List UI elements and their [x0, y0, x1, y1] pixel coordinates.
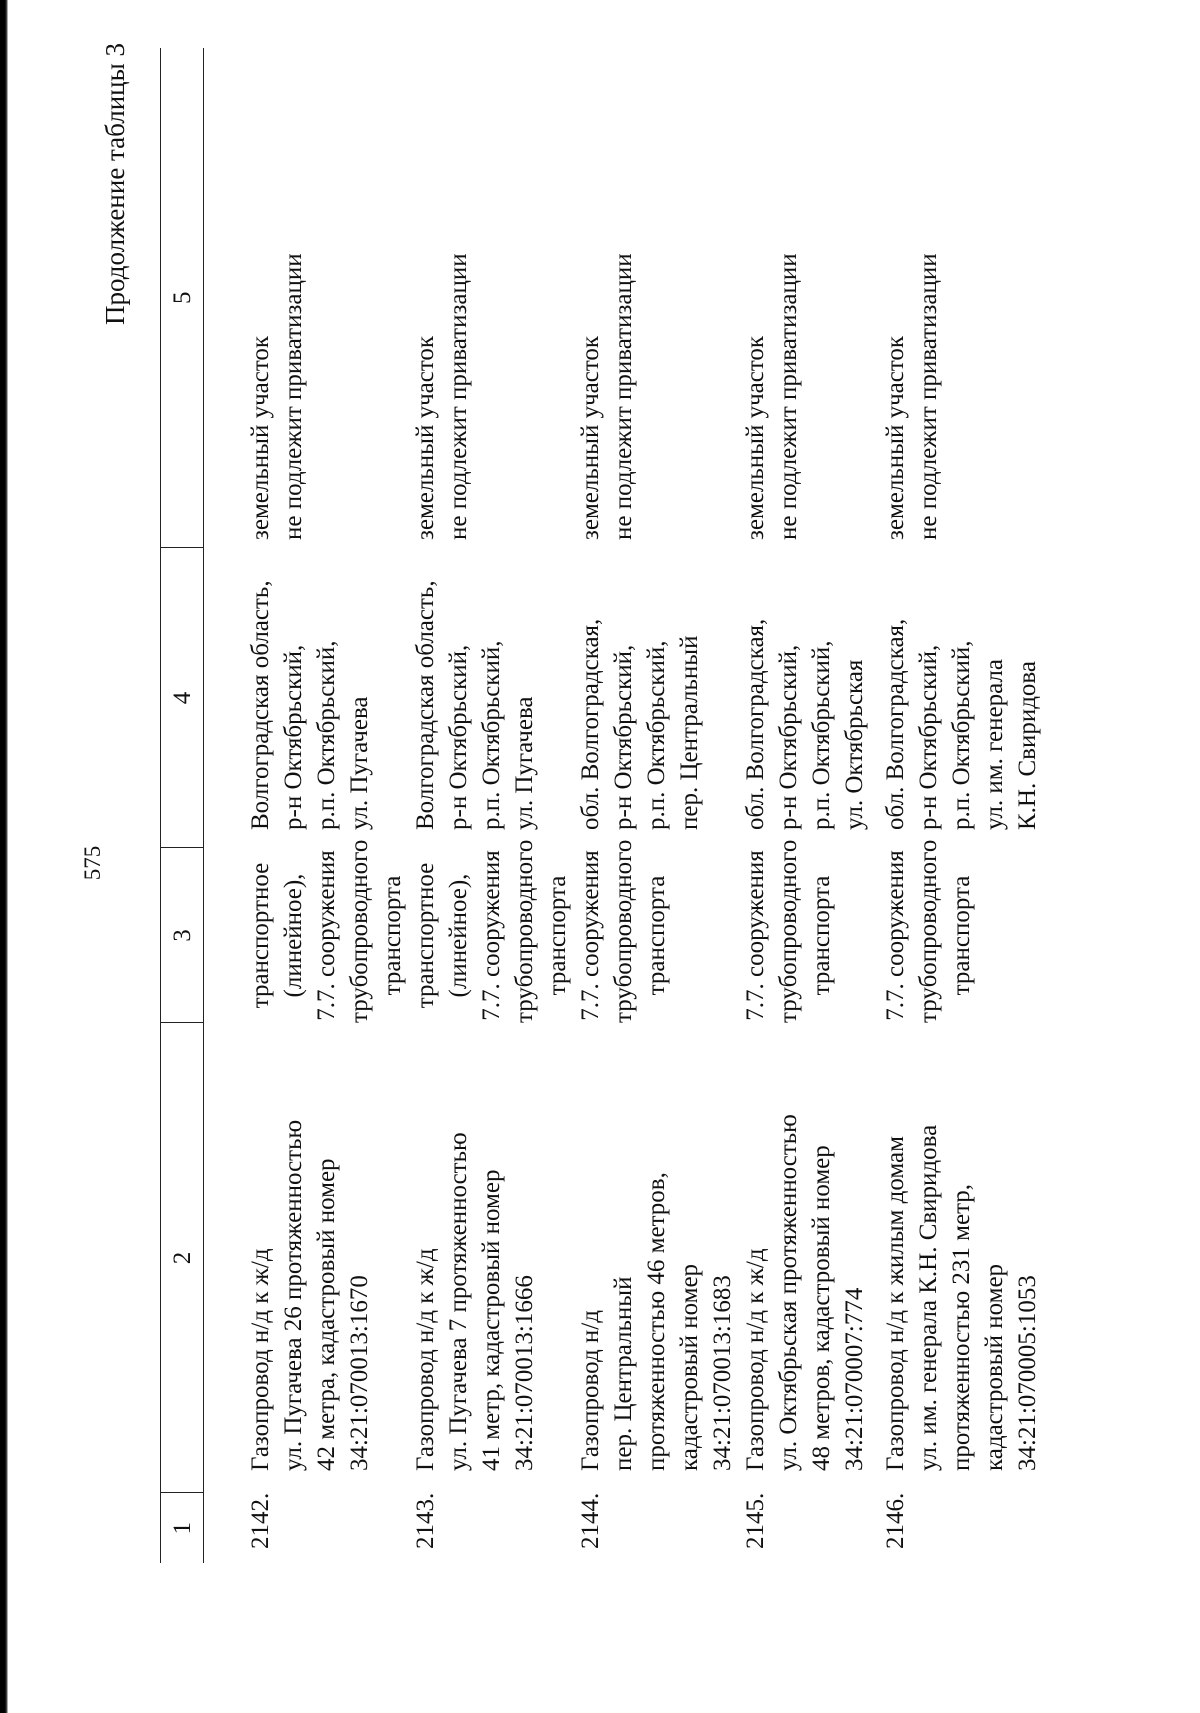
privatization-note-line: земельный участок: [742, 335, 769, 540]
land-purpose-line: трубопроводного: [775, 839, 802, 1023]
column-header-5: 5: [161, 48, 204, 548]
column-header-1: 1: [161, 1493, 204, 1563]
land-purpose-line: (линейное),: [280, 873, 307, 998]
location-address-line: р-н Октябрьский,: [915, 644, 942, 830]
object-description-line: ул. Пугачева 26 протяженностью: [280, 1119, 307, 1471]
location-address-cell: [204, 548, 410, 848]
location-address-line: р-н Октябрьский,: [445, 644, 472, 830]
object-description-line: 41 метр, кадастровый номер: [478, 1169, 505, 1471]
location-address-line: ул. Октябрьская: [841, 659, 868, 830]
column-header-2: 2: [161, 1023, 204, 1493]
location-address-line: Волгоградская область,: [412, 580, 439, 830]
location-address-line: р.п. Октябрьский,: [808, 640, 835, 830]
table-row: [204, 48, 410, 1563]
location-address-cell: [409, 548, 574, 848]
table-row: [574, 48, 739, 1563]
land-purpose-line: трубопроводного: [511, 839, 538, 1023]
object-description-line: протяженностью 46 метров,: [643, 1172, 670, 1471]
object-description-line: протяженностью 231 метр,: [948, 1183, 975, 1471]
privatization-note-line: не подлежит приватизации: [775, 253, 802, 540]
land-purpose-line: 7.7. сооружения: [478, 850, 505, 1021]
object-description-line: ул. Октябрьская протяженностью: [775, 1114, 802, 1471]
land-purpose-line: транспорта: [808, 875, 835, 996]
land-purpose-line: 7.7. сооружения: [882, 850, 909, 1021]
object-description-line: пер. Центральный: [610, 1276, 637, 1471]
table-caption: Продолжение таблицы 3: [100, 43, 130, 325]
land-purpose-line: транспортное: [412, 862, 439, 1009]
land-purpose-line: трубопроводного: [610, 839, 637, 1023]
property-table: [160, 48, 1049, 1563]
location-address-line: ул. Пугачева: [346, 696, 373, 830]
land-purpose-cell: [574, 839, 739, 1023]
privatization-note-line: земельный участок: [412, 335, 439, 540]
land-purpose-cell: [879, 839, 1049, 1023]
location-address-cell: [574, 548, 739, 848]
row-number: 2142.: [247, 1492, 274, 1549]
object-description-cell: [879, 1023, 1049, 1493]
land-purpose-line: (линейное),: [445, 873, 472, 998]
land-purpose-line: транспорта: [643, 875, 670, 996]
privatization-note-line: земельный участок: [577, 335, 604, 540]
object-description-line: 34:21:070013:1683: [709, 1275, 736, 1471]
land-purpose-cell: [204, 839, 410, 1023]
object-description-line: кадастровый номер: [981, 1263, 1008, 1471]
table-row: [739, 48, 879, 1563]
object-description-line: 42 метра, кадастровый номер: [313, 1158, 340, 1471]
object-description-line: Газопровод н/д к ж/д: [247, 1248, 274, 1471]
privatization-note-cell: [204, 48, 410, 548]
row-number: 2143.: [412, 1492, 439, 1549]
object-description-line: Газопровод н/д к ж/д: [742, 1248, 769, 1471]
land-purpose-line: трубопроводного: [346, 839, 373, 1023]
location-address-line: р-н Октябрьский,: [610, 644, 637, 830]
location-address-line: К.Н. Свиридова: [1014, 660, 1041, 830]
land-purpose-line: 7.7. сооружения: [577, 850, 604, 1021]
object-description-line: 34:21:070007:774: [841, 1287, 868, 1471]
location-address-line: ул. им. генерала: [981, 659, 1008, 830]
location-address-line: р-н Октябрьский,: [775, 644, 802, 830]
land-purpose-cell: [409, 839, 574, 1023]
object-description-cell: [739, 1023, 879, 1493]
privatization-note-cell: [739, 48, 879, 548]
location-address-line: обл. Волгоградская,: [742, 618, 769, 830]
location-address-line: ул. Пугачева: [511, 696, 538, 830]
location-address-line: обл. Волгоградская,: [882, 618, 909, 830]
privatization-note-line: не подлежит приватизации: [915, 253, 942, 540]
land-purpose-line: транспортное: [247, 862, 274, 1009]
table-body: [204, 48, 1050, 1563]
table-header-row: [161, 48, 204, 1563]
privatization-note-cell: [879, 48, 1049, 548]
table-row: [879, 48, 1049, 1563]
object-description-line: Газопровод н/д к жилым домам: [882, 1136, 909, 1471]
land-purpose-line: 7.7. сооружения: [313, 850, 340, 1021]
location-address-line: р.п. Октябрьский,: [643, 640, 670, 830]
row-number: 2145.: [742, 1492, 769, 1549]
object-description-line: 34:21:070013:1670: [346, 1275, 373, 1471]
object-description-line: 48 метров, кадастровый номер: [808, 1145, 835, 1471]
location-address-cell: [879, 548, 1049, 848]
land-purpose-line: транспорта: [379, 875, 406, 996]
land-purpose-line: транспорта: [544, 875, 571, 996]
object-description-line: Газопровод н/д к ж/д: [412, 1248, 439, 1471]
location-address-line: пер. Центральный: [676, 635, 703, 830]
land-purpose-cell: [739, 839, 879, 1023]
privatization-note-line: земельный участок: [882, 335, 909, 540]
location-address-line: р.п. Октябрьский,: [478, 640, 505, 830]
land-purpose-line: трубопроводного: [915, 839, 942, 1023]
page-number: 575: [80, 845, 105, 881]
location-address-line: р-н Октябрьский,: [280, 644, 307, 830]
object-description-line: ул. Пугачева 7 протяженностью: [445, 1132, 472, 1471]
privatization-note-line: не подлежит приватизации: [445, 253, 472, 540]
object-description-line: 34:21:070013:1666: [511, 1275, 538, 1471]
column-header-4: 4: [161, 548, 204, 848]
land-purpose-line: 7.7. сооружения: [742, 850, 769, 1021]
object-description-cell: [574, 1023, 739, 1493]
object-description-line: ул. им. генерала К.Н. Свиридова: [915, 1124, 942, 1471]
land-purpose-line: транспорта: [948, 875, 975, 996]
object-description-cell: [204, 1023, 410, 1493]
privatization-note-cell: [409, 48, 574, 548]
object-description-line: 34:21:070005:1053: [1014, 1275, 1041, 1471]
location-address-line: р.п. Октябрьский,: [948, 640, 975, 830]
object-description-cell: [409, 1023, 574, 1493]
object-description-line: Газопровод н/д: [577, 1310, 604, 1471]
table-row: [409, 48, 574, 1563]
privatization-note-line: не подлежит приватизации: [280, 253, 307, 540]
privatization-note-line: не подлежит приватизации: [610, 253, 637, 540]
location-address-line: обл. Волгоградская,: [577, 618, 604, 830]
location-address-cell: [739, 548, 879, 848]
column-header-3: 3: [161, 848, 204, 1023]
row-number: 2144.: [577, 1492, 604, 1549]
location-address-line: р.п. Октябрьский,: [313, 640, 340, 830]
location-address-line: Волгоградская область,: [247, 580, 274, 830]
privatization-note-line: земельный участок: [247, 335, 274, 540]
object-description-line: кадастровый номер: [676, 1263, 703, 1471]
row-number: 2146.: [882, 1492, 909, 1549]
privatization-note-cell: [574, 48, 739, 548]
